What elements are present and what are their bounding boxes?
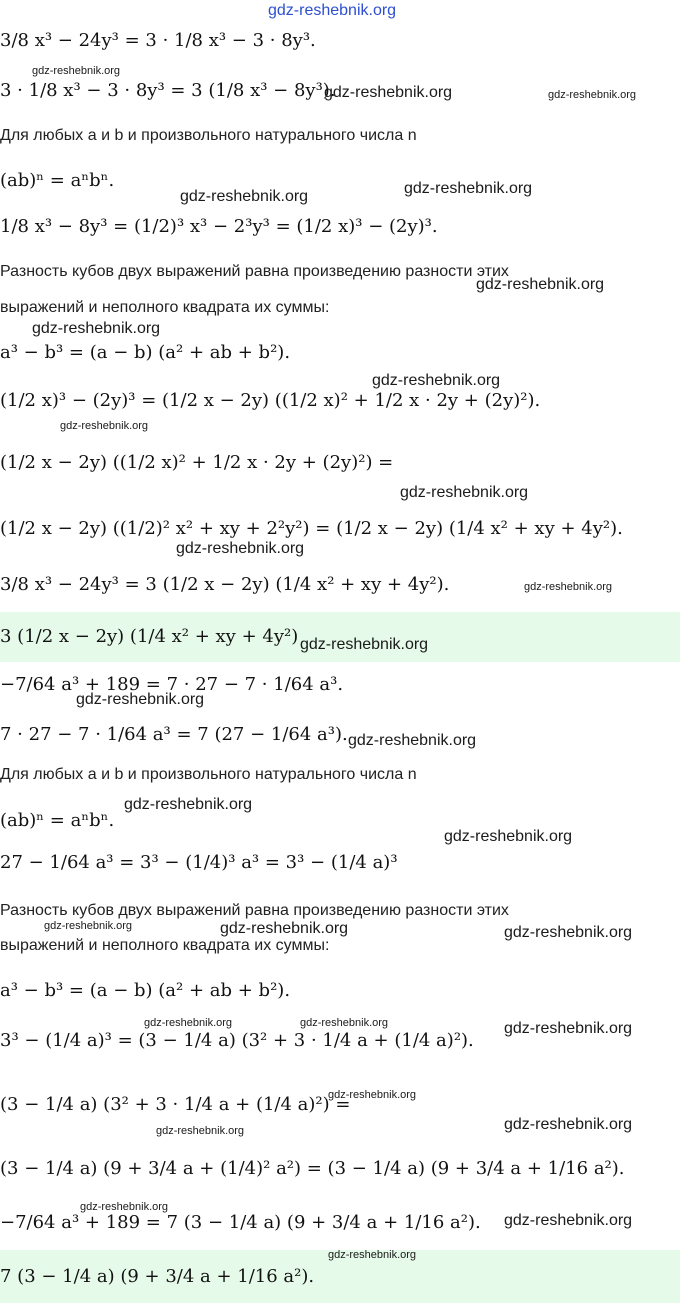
- watermark-text: gdz-reshebnik.org: [300, 1017, 389, 1029]
- watermark-text: gdz-reshebnik.org: [76, 691, 205, 708]
- watermark-text: gdz-reshebnik.org: [404, 180, 533, 197]
- text-line: Разность кубов двух выражений равна произведению разности этих: [0, 263, 509, 280]
- watermark-text: gdz-reshebnik.org: [476, 276, 605, 293]
- equation-line: −7/64 a³ + 189 = 7 (3 − 1/4 a) (9 + 3/4 a + 1/16 a²).: [0, 1212, 481, 1233]
- equation-line: −7/64 a³ + 189 = 7 · 27 − 7 · 1/64 a³.: [0, 674, 344, 695]
- watermark-text: gdz-reshebnik.org: [504, 1212, 633, 1229]
- watermark-text: gdz-reshebnik.org: [44, 920, 133, 932]
- watermark-text: gdz-reshebnik.org: [328, 1089, 417, 1101]
- watermark-text: gdz-reshebnik.org: [504, 1020, 633, 1037]
- equation-line: (ab)ⁿ = aⁿbⁿ.: [0, 170, 115, 191]
- watermark-text: gdz-reshebnik.org: [372, 372, 501, 389]
- watermark-text: gdz-reshebnik.org: [220, 920, 349, 937]
- equation-line: a³ − b³ = (a − b) (a² + ab + b²).: [0, 342, 291, 363]
- watermark-text: gdz-reshebnik.org: [400, 484, 529, 501]
- equation-line: (3 − 1/4 a) (9 + 3/4 a + (1/4)² a²) = (3 − 1/4 a) (9 + 3/4 a + 1/16 a²).: [0, 1158, 625, 1179]
- watermark-text: gdz-reshebnik.org: [328, 1249, 417, 1261]
- watermark-text: gdz-reshebnik.org: [504, 1116, 633, 1133]
- equation-line: (3 − 1/4 a) (3² + 3 · 1/4 a + (1/4 a)²) =: [0, 1094, 351, 1115]
- equation-line: 27 − 1/64 a³ = 3³ − (1/4)³ a³ = 3³ − (1/4 a)³: [0, 852, 398, 873]
- equation-line: 7 · 27 − 7 · 1/64 a³ = 7 (27 − 1/64 a³).: [0, 724, 348, 745]
- text-line: Для любых a и b и произвольного натурального числа n: [0, 766, 417, 783]
- equation-line: (1/2 x − 2y) ((1/2 x)² + 1/2 x · 2y + (2y)²) =: [0, 452, 394, 473]
- watermark-text: gdz-reshebnik.org: [524, 581, 613, 593]
- watermark-text: gdz-reshebnik.org: [504, 924, 633, 941]
- text-line: выражений и неполного квадрата их суммы:: [0, 937, 330, 954]
- text-line: Для любых a и b и произвольного натурального числа n: [0, 127, 417, 144]
- equation-line: 3 · 1/8 x³ − 3 · 8y³ = 3 (1/8 x³ − 8y³).: [0, 80, 336, 101]
- watermark-text: gdz-reshebnik.org: [80, 1201, 169, 1213]
- watermark-text: gdz-reshebnik.org: [300, 636, 429, 653]
- watermark-text: gdz-reshebnik.org: [144, 1017, 233, 1029]
- equation-line: 3/8 x³ − 24y³ = 3 · 1/8 x³ − 3 · 8y³.: [0, 30, 316, 51]
- watermark-text: gdz-reshebnik.org: [32, 65, 121, 77]
- equation-line: a³ − b³ = (a − b) (a² + ab + b²).: [0, 980, 291, 1001]
- equation-line: (1/2 x − 2y) ((1/2)² x² + xy + 2²y²) = (1/2 x − 2y) (1/4 x² + xy + 4y²).: [0, 518, 623, 539]
- answer-line: 7 (3 − 1/4 a) (9 + 3/4 a + 1/16 a²).: [0, 1266, 315, 1287]
- answer-line: 3 (1/2 x − 2y) (1/4 x² + xy + 4y²): [0, 626, 299, 647]
- watermark-text: gdz-reshebnik.org: [176, 540, 305, 557]
- watermark-text: gdz-reshebnik.org: [324, 84, 453, 101]
- text-line: выражений и неполного квадрата их суммы:: [0, 299, 330, 316]
- watermark-text: gdz-reshebnik.org: [548, 89, 637, 101]
- watermark-text: gdz-reshebnik.org: [268, 2, 397, 19]
- watermark-text: gdz-reshebnik.org: [32, 320, 161, 337]
- watermark-text: gdz-reshebnik.org: [444, 828, 573, 845]
- watermark-text: gdz-reshebnik.org: [180, 188, 309, 205]
- watermark-text: gdz-reshebnik.org: [348, 732, 477, 749]
- equation-line: (ab)ⁿ = aⁿbⁿ.: [0, 810, 115, 831]
- equation-line: 3/8 x³ − 24y³ = 3 (1/2 x − 2y) (1/4 x² + xy + 4y²).: [0, 574, 450, 595]
- watermark-text: gdz-reshebnik.org: [60, 420, 149, 432]
- equation-line: 1/8 x³ − 8y³ = (1/2)³ x³ − 2³y³ = (1/2 x)³ − (2y)³.: [0, 216, 438, 237]
- equation-line: 3³ − (1/4 a)³ = (3 − 1/4 a) (3² + 3 · 1/4 a + (1/4 a)²).: [0, 1030, 474, 1051]
- text-line: Разность кубов двух выражений равна произведению разности этих: [0, 902, 509, 919]
- equation-line: (1/2 x)³ − (2y)³ = (1/2 x − 2y) ((1/2 x)² + 1/2 x · 2y + (2y)²).: [0, 390, 541, 411]
- watermark-text: gdz-reshebnik.org: [156, 1125, 245, 1137]
- watermark-text: gdz-reshebnik.org: [124, 796, 253, 813]
